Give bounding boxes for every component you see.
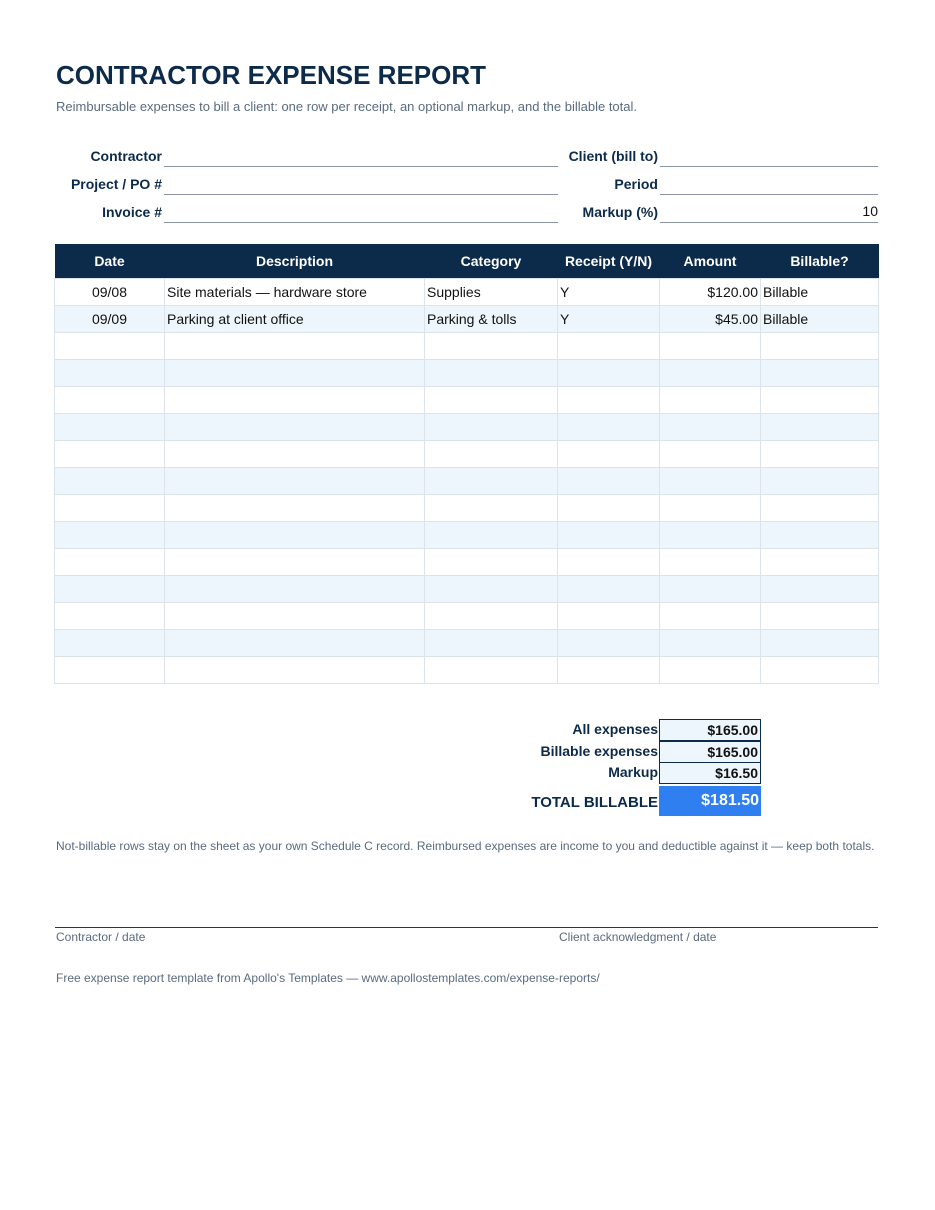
receipt-cell[interactable] bbox=[558, 549, 660, 576]
client-label: Client (bill to) bbox=[568, 148, 658, 164]
receipt-cell[interactable] bbox=[558, 576, 660, 603]
description-cell[interactable] bbox=[165, 333, 425, 360]
all-expenses-label: All expenses bbox=[572, 721, 658, 737]
category-cell[interactable] bbox=[425, 603, 558, 630]
category-cell[interactable] bbox=[425, 522, 558, 549]
table-row bbox=[55, 522, 879, 549]
billable-expenses-label: Billable expenses bbox=[540, 743, 658, 759]
header-description: Description bbox=[165, 244, 425, 279]
billable-cell[interactable]: Billable bbox=[761, 306, 879, 333]
amount-cell[interactable] bbox=[660, 657, 761, 684]
receipt-cell[interactable] bbox=[558, 360, 660, 387]
description-cell[interactable] bbox=[165, 630, 425, 657]
billable-cell[interactable] bbox=[761, 387, 879, 414]
contractor-field[interactable] bbox=[164, 145, 558, 167]
contractor-label: Contractor bbox=[90, 148, 162, 164]
description-cell[interactable] bbox=[165, 441, 425, 468]
contractor-signature-label: Contractor / date bbox=[56, 930, 146, 944]
date-cell[interactable] bbox=[55, 522, 165, 549]
date-cell[interactable] bbox=[55, 549, 165, 576]
date-cell[interactable]: 09/08 bbox=[55, 279, 165, 306]
date-cell[interactable] bbox=[55, 495, 165, 522]
markup-value: $16.50 bbox=[659, 762, 761, 784]
all-expenses-value: $165.00 bbox=[659, 719, 761, 741]
receipt-cell[interactable] bbox=[558, 630, 660, 657]
category-cell[interactable] bbox=[425, 630, 558, 657]
receipt-cell[interactable] bbox=[558, 468, 660, 495]
billable-cell[interactable] bbox=[761, 522, 879, 549]
table-row bbox=[55, 603, 879, 630]
category-cell[interactable]: Supplies bbox=[425, 279, 558, 306]
category-cell[interactable] bbox=[425, 333, 558, 360]
receipt-cell[interactable] bbox=[558, 522, 660, 549]
table-row bbox=[55, 576, 879, 603]
description-cell[interactable]: Parking at client office bbox=[165, 306, 425, 333]
billable-cell[interactable] bbox=[761, 333, 879, 360]
receipt-cell[interactable] bbox=[558, 657, 660, 684]
date-cell[interactable]: 09/09 bbox=[55, 306, 165, 333]
table-row bbox=[55, 441, 879, 468]
billable-cell[interactable] bbox=[761, 630, 879, 657]
invoice-label: Invoice # bbox=[102, 204, 162, 220]
table-row bbox=[55, 657, 879, 684]
billable-cell[interactable] bbox=[761, 603, 879, 630]
amount-cell[interactable] bbox=[660, 468, 761, 495]
date-cell[interactable] bbox=[55, 657, 165, 684]
total-billable-label: TOTAL BILLABLE bbox=[531, 794, 658, 811]
client-signature-label: Client acknowledgment / date bbox=[559, 930, 717, 944]
amount-cell[interactable] bbox=[660, 549, 761, 576]
amount-cell[interactable] bbox=[660, 333, 761, 360]
total-billable-value: $181.50 bbox=[659, 786, 761, 816]
table-row bbox=[55, 549, 879, 576]
billable-cell[interactable]: Billable bbox=[761, 279, 879, 306]
receipt-cell[interactable] bbox=[558, 333, 660, 360]
page-title: CONTRACTOR EXPENSE REPORT bbox=[56, 60, 487, 90]
description-cell[interactable] bbox=[165, 522, 425, 549]
amount-cell[interactable] bbox=[660, 414, 761, 441]
category-cell[interactable]: Parking & tolls bbox=[425, 306, 558, 333]
billable-cell[interactable] bbox=[761, 468, 879, 495]
table-row bbox=[55, 279, 879, 306]
project-label: Project / PO # bbox=[70, 176, 162, 192]
amount-cell[interactable] bbox=[660, 387, 761, 414]
page-subtitle: Reimbursable expenses to bill a client: one row per receipt, an optional markup, and the billable total. bbox=[56, 99, 638, 114]
billable-cell[interactable] bbox=[761, 576, 879, 603]
amount-cell[interactable]: $120.00 bbox=[660, 279, 761, 306]
markup-percent-field[interactable]: 10 bbox=[660, 201, 878, 223]
category-cell[interactable] bbox=[425, 441, 558, 468]
footnote: Not-billable rows stay on the sheet as your own Schedule C record. Reimbursed expenses are income to you and deductible against it — keep both totals. bbox=[56, 839, 875, 853]
date-cell[interactable] bbox=[55, 630, 165, 657]
billable-cell[interactable] bbox=[761, 360, 879, 387]
receipt-cell[interactable] bbox=[558, 603, 660, 630]
date-cell[interactable] bbox=[55, 414, 165, 441]
amount-cell[interactable] bbox=[660, 522, 761, 549]
amount-cell[interactable] bbox=[660, 603, 761, 630]
date-cell[interactable] bbox=[55, 360, 165, 387]
category-cell[interactable] bbox=[425, 549, 558, 576]
receipt-cell[interactable] bbox=[558, 414, 660, 441]
billable-cell[interactable] bbox=[761, 657, 879, 684]
header-receipt: Receipt (Y/N) bbox=[558, 244, 660, 279]
amount-cell[interactable]: $45.00 bbox=[660, 306, 761, 333]
description-cell[interactable] bbox=[165, 549, 425, 576]
date-cell[interactable] bbox=[55, 603, 165, 630]
table-row bbox=[55, 333, 879, 360]
category-cell[interactable] bbox=[425, 495, 558, 522]
receipt-cell[interactable]: Y bbox=[558, 279, 660, 306]
table-row bbox=[55, 306, 879, 333]
period-label: Period bbox=[614, 176, 658, 192]
table-row bbox=[55, 414, 879, 441]
amount-cell[interactable] bbox=[660, 495, 761, 522]
markup-percent-label: Markup (%) bbox=[582, 204, 658, 220]
description-cell[interactable] bbox=[165, 387, 425, 414]
billable-cell[interactable] bbox=[761, 414, 879, 441]
date-cell[interactable] bbox=[55, 441, 165, 468]
markup-label: Markup bbox=[608, 764, 658, 780]
signature-line bbox=[55, 927, 878, 928]
date-cell[interactable] bbox=[55, 333, 165, 360]
date-cell[interactable] bbox=[55, 387, 165, 414]
date-cell[interactable] bbox=[55, 576, 165, 603]
category-cell[interactable] bbox=[425, 414, 558, 441]
category-cell[interactable] bbox=[425, 657, 558, 684]
table-row bbox=[55, 468, 879, 495]
description-cell[interactable] bbox=[165, 414, 425, 441]
description-cell[interactable]: Site materials — hardware store bbox=[165, 279, 425, 306]
description-cell[interactable] bbox=[165, 603, 425, 630]
billable-cell[interactable] bbox=[761, 441, 879, 468]
amount-cell[interactable] bbox=[660, 576, 761, 603]
category-cell[interactable] bbox=[425, 360, 558, 387]
amount-cell[interactable] bbox=[660, 360, 761, 387]
billable-cell[interactable] bbox=[761, 495, 879, 522]
category-cell[interactable] bbox=[425, 576, 558, 603]
table-header-row bbox=[55, 244, 879, 279]
header-category: Category bbox=[425, 244, 558, 279]
client-field[interactable] bbox=[660, 145, 878, 167]
period-field[interactable] bbox=[660, 173, 878, 195]
table-row bbox=[55, 360, 879, 387]
category-cell[interactable] bbox=[425, 468, 558, 495]
receipt-cell[interactable] bbox=[558, 495, 660, 522]
billable-expenses-value: $165.00 bbox=[659, 741, 761, 763]
table-row bbox=[55, 495, 879, 522]
amount-cell[interactable] bbox=[660, 441, 761, 468]
description-cell[interactable] bbox=[165, 576, 425, 603]
description-cell[interactable] bbox=[165, 657, 425, 684]
category-cell[interactable] bbox=[425, 387, 558, 414]
expense-table bbox=[54, 244, 879, 684]
header-date: Date bbox=[55, 244, 165, 279]
invoice-field[interactable] bbox=[164, 201, 558, 223]
header-billable: Billable? bbox=[761, 244, 879, 279]
project-field[interactable] bbox=[164, 173, 558, 195]
table-row bbox=[55, 630, 879, 657]
receipt-cell[interactable] bbox=[558, 441, 660, 468]
receipt-cell[interactable] bbox=[558, 387, 660, 414]
description-cell[interactable] bbox=[165, 495, 425, 522]
description-cell[interactable] bbox=[165, 360, 425, 387]
amount-cell[interactable] bbox=[660, 630, 761, 657]
date-cell[interactable] bbox=[55, 468, 165, 495]
receipt-cell[interactable]: Y bbox=[558, 306, 660, 333]
billable-cell[interactable] bbox=[761, 549, 879, 576]
description-cell[interactable] bbox=[165, 468, 425, 495]
header-amount: Amount bbox=[660, 244, 761, 279]
table-row bbox=[55, 387, 879, 414]
template-credit: Free expense report template from Apollo's Templates — www.apollostemplates.com/expense-reports/ bbox=[56, 971, 600, 985]
